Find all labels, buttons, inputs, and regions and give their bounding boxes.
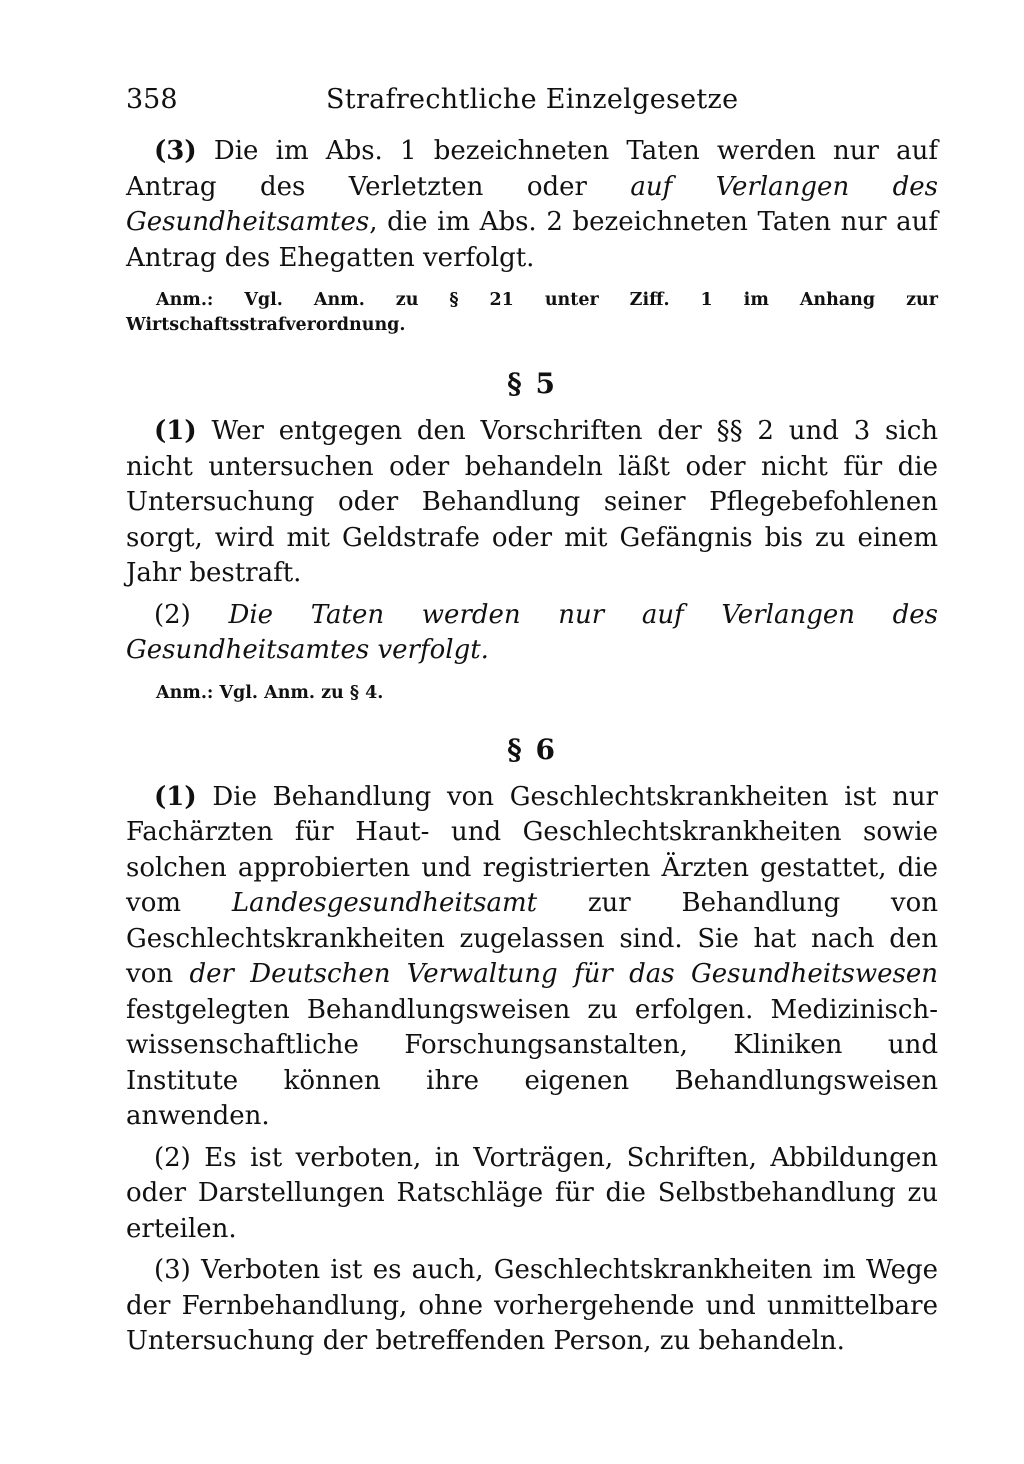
paragraph-text: Wer entgegen den Vorschriften der §§ 2 und 3 sich nicht untersuchen oder behandeln läßt oder nicht für die Untersuchung oder Behandlung seiner Pflegebefohlenen sorgt, wird mit Geldstrafe oder mit Gefängnis bis zu einem Jahr bestraft. — [126, 416, 938, 588]
running-title: Strafrechtliche Einzelgesetze — [326, 84, 739, 115]
paragraph-number: (3) — [154, 1255, 191, 1285]
paragraph-text: festgelegten Behandlungsweisen zu erfolgen. Medizinisch-wissenschaftliche Forschungsanstalten, Kliniken und Institute können ihre eigenen Behandlungsweisen anwenden. — [126, 994, 938, 1131]
paragraph-text: , die im Abs. 2 bezeichneten Taten nur auf Antrag des Ehegatten verfolgt. — [126, 207, 938, 273]
section-6-paragraph-3 — [126, 1253, 938, 1360]
paragraph-number: (2) — [154, 1142, 191, 1173]
note-label: Anm.: — [156, 682, 214, 703]
emphasized-text: Die Taten werden nur auf Verlangen des Gesundheitsamtes verfolgt. — [126, 599, 939, 665]
page-number: 358 — [126, 84, 178, 115]
paragraph-number: (1) — [154, 781, 197, 812]
annotation-note — [126, 288, 938, 338]
section-6-paragraph-1 — [126, 780, 938, 1135]
section-5-paragraph-1 — [126, 414, 938, 592]
paragraph-text: Verboten ist es auch, Geschlechtskrankheiten im Wege der Fernbehandlung, ohne vorhergehende und unmittelbare Untersuchung der betreffenden Person, zu behandeln. — [126, 1255, 938, 1356]
note-label: Anm.: — [156, 290, 214, 310]
section-4-paragraph-3 — [126, 134, 938, 276]
emphasized-text: Landesgesundheitsamt — [231, 888, 538, 918]
paragraph-text: Es ist verboten, in Vorträgen, Schriften, Abbildungen oder Darstellungen Ratschläge für die Selbstbehandlung zu erteilen. — [126, 1142, 938, 1244]
page-header — [126, 80, 938, 120]
paragraph-text: Die Behandlung von Geschlechtskrankheiten ist nur Fachärzten für Haut- und Geschlechtskrankheiten sowie solchen approbierten und registrierten Ärzten gestattet, die vom — [126, 781, 938, 918]
document-page — [126, 80, 938, 1360]
note-text: Vgl. Anm. zu § 4. — [213, 682, 384, 703]
annotation-note — [126, 681, 938, 706]
section-heading-6: § 6 — [507, 732, 557, 766]
note-text: Vgl. Anm. zu § 21 unter Ziff. 1 im Anhang zur Wirtschaftsstrafverordnung. — [126, 290, 938, 335]
emphasized-text: auf Verlangen des Gesundheitsamtes — [126, 171, 938, 237]
paragraph-text: zur Behandlung von Geschlechtskrankheiten zugelassen sind. Sie hat nach den von — [126, 888, 938, 989]
emphasized-text: der Deutschen Verwaltung für das Gesundheitswesen — [189, 959, 938, 989]
paragraph-number: (2) — [154, 599, 191, 630]
section-5-paragraph-2 — [126, 598, 938, 669]
paragraph-number: (3) — [154, 136, 197, 166]
paragraph-text: Die im Abs. 1 bezeichneten Taten werden nur auf Antrag des Verletzten oder — [126, 136, 938, 202]
paragraph-number: (1) — [154, 416, 197, 446]
section-6-paragraph-2 — [126, 1141, 938, 1248]
section-heading-5: § 5 — [507, 367, 557, 400]
